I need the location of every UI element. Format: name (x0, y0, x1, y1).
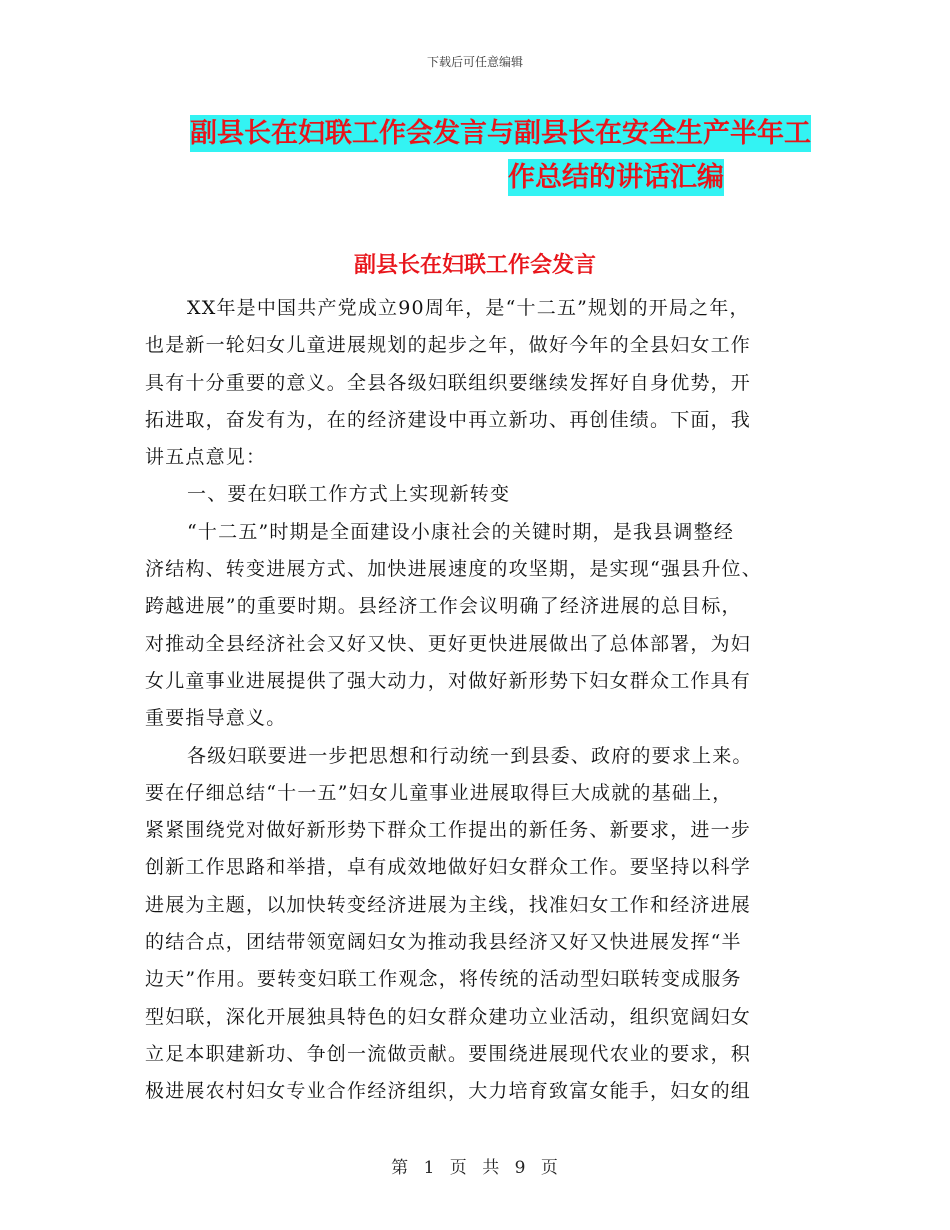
page-footer (0, 1153, 950, 1178)
text-line: 边天”作用。要转变妇联工作观念，将传统的活动型妇联转变成服务 (145, 968, 742, 991)
text-line: 进展为主题，以加快转变经济进展为主线，找准妇女工作和经济进展 (145, 893, 752, 916)
text-line: 要在仔细总结“十一五”妇女儿童事业进展取得巨大成就的基础上， (145, 781, 733, 804)
text-line: 也是新一轮妇女儿童进展规划的起步之年，做好今年的全县妇女工作 (145, 334, 752, 357)
text-line: 立足本职建新功、争创一流做贡献。要围绕进展现代农业的要求，积 (145, 1042, 752, 1065)
title-line-1: 副县长在妇联工作会发言与副县长在安全生产半年工 (190, 115, 811, 152)
text-line: 创新工作思路和举措，卓有成效地做好妇女群众工作。要坚持以科学 (145, 856, 752, 879)
text-line: 拓进取，奋发有为，在的经济建设中再立新功、再创佳绩。下面，我 (145, 408, 752, 431)
text-line: 各级妇联要进一步把思想和行动统一到县委、政府的要求上来。 (187, 744, 753, 767)
text-line: 型妇联，深化开展独具特色的妇女群众建功立业活动，组织宽阔妇女 (145, 1005, 752, 1028)
text-line: 讲五点意见： (145, 446, 267, 469)
section-heading: 一、要在妇联工作方式上实现新转变 (187, 483, 511, 506)
section-title: 副县长在妇联工作会发言 (353, 253, 596, 278)
text-line: 的结合点，团结带领宽阔妇女为推动我县经济又好又快进展发挥“半 (145, 931, 742, 954)
title-line-2: 作总结的讲话汇编 (508, 159, 724, 196)
text-line: 跨越进展”的重要时期。县经济工作会议明确了经济进展的总目标， (145, 595, 742, 618)
footer-total-prefix: 共 (482, 1158, 501, 1178)
page-number: 1 (423, 1158, 436, 1178)
text-line: “十二五”时期是全面建设小康社会的关键时期，是我县调整经 (187, 520, 735, 543)
text-line: 对推动全县经济社会又好又快、更好更快进展做出了总体部署，为妇 (145, 632, 752, 655)
body-text (145, 290, 795, 1111)
text-line: 重要指导意义。 (145, 707, 287, 730)
text-line: 具有十分重要的意义。全县各级妇联组织要继续发挥好自身优势，开 (145, 371, 752, 394)
footer-suffix: 页 (540, 1158, 559, 1178)
header-note: 下载后可任意编辑 (426, 55, 523, 69)
text-line: 女儿童事业进展提供了强大动力，对做好新形势下妇女群众工作具有 (145, 669, 752, 692)
text-line: 极进展农村妇女专业合作经济组织，大力培育致富女能手，妇女的组 (145, 1080, 752, 1103)
text-line: XX年是中国共产党成立90周年，是“十二五”规划的开局之年， (187, 297, 750, 319)
footer-prefix: 第 (391, 1158, 410, 1178)
footer-mid: 页 (449, 1158, 468, 1178)
text-line: 紧紧围绕党对做好新形势下群众工作提出的新任务、新要求，进一步 (145, 819, 752, 842)
total-pages: 9 (514, 1158, 527, 1178)
document-title (190, 112, 830, 200)
text-line: 济结构、转变进展方式、加快进展速度的攻坚期，是实现“强县升位、 (145, 558, 762, 581)
